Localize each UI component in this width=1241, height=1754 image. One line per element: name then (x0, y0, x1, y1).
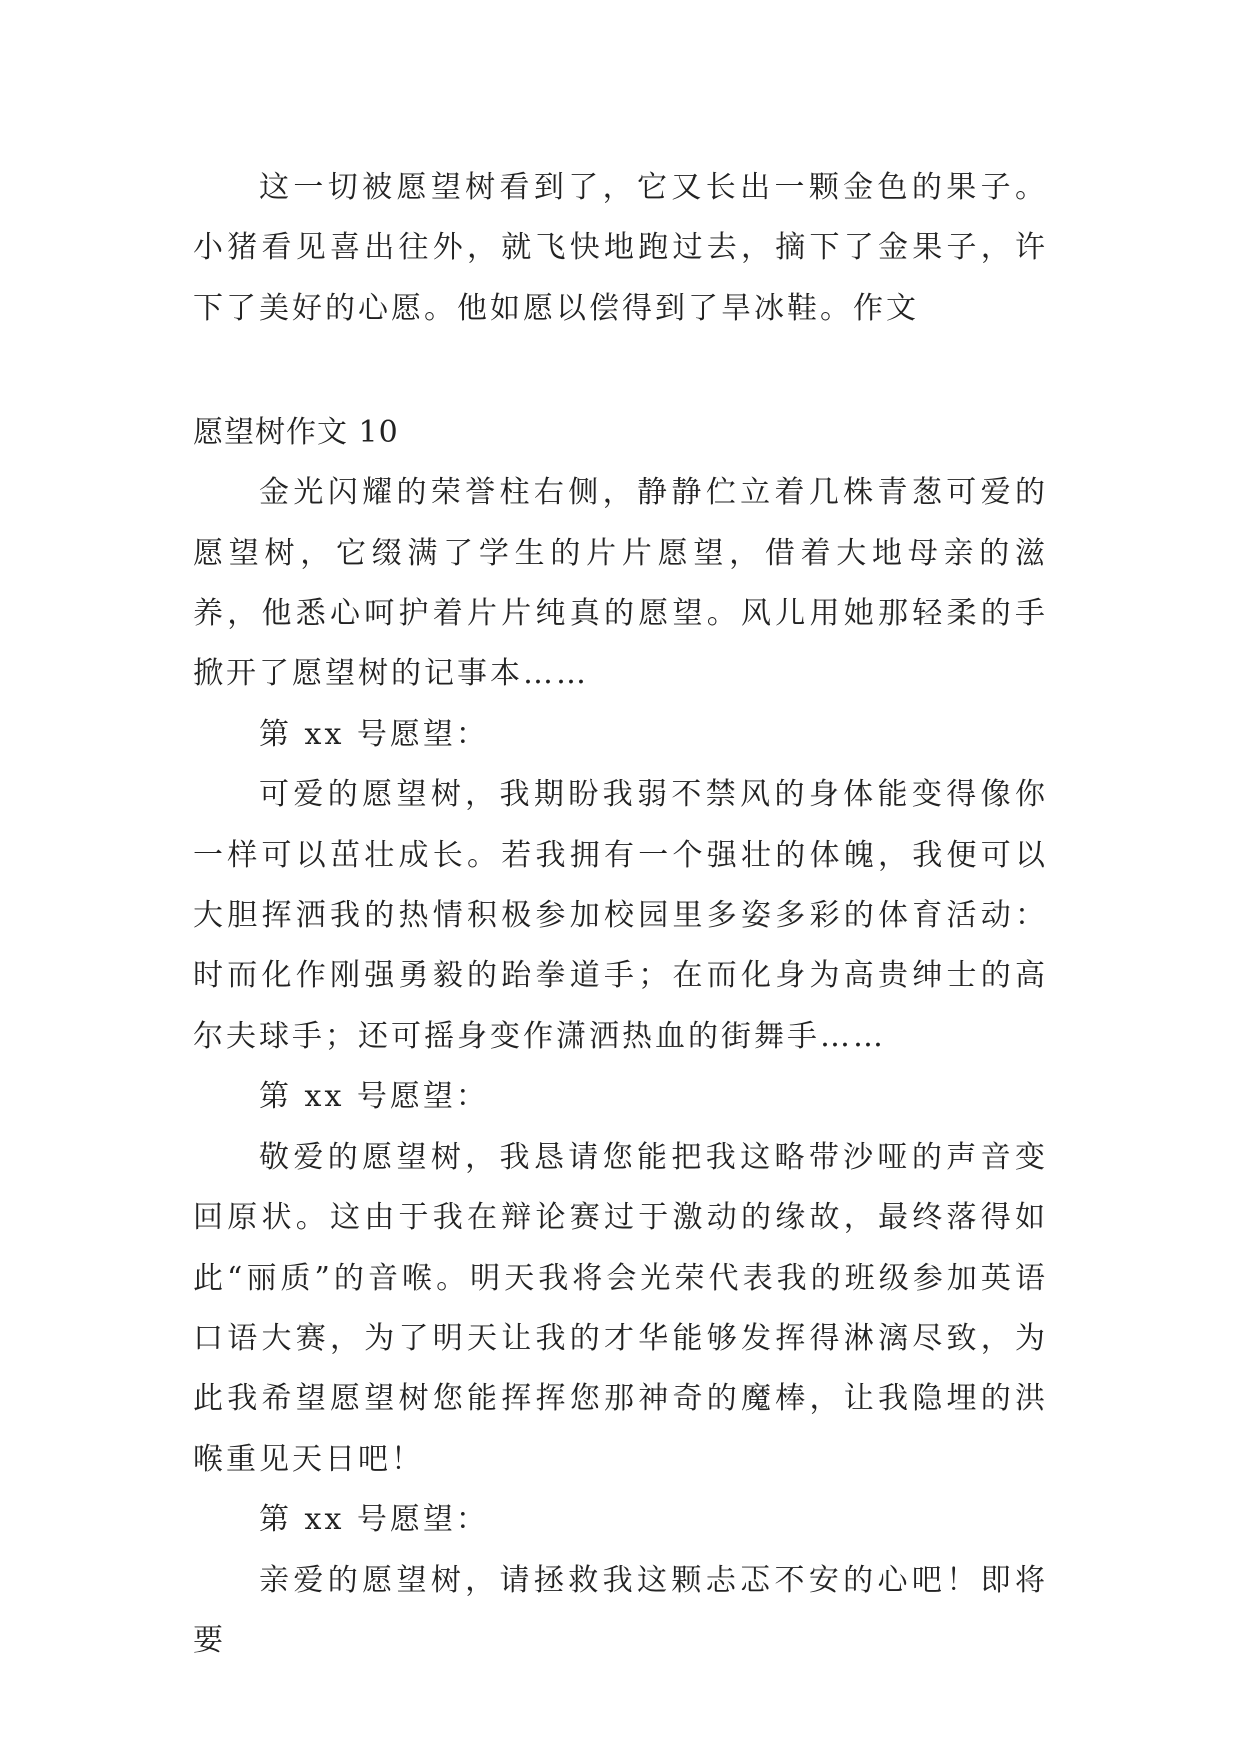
wish-heading: 第 xx 号愿望： (259, 716, 489, 752)
wish-heading: 第 xx 号愿望： (259, 1079, 489, 1115)
document-page (193, 158, 1048, 1671)
intro-paragraph: 这一切被愿望树看到了，它又长出一颗金色的果子。小猪看见喜出往外，就飞快地跑过去，摘下了金果子，许下了美好的心愿。他如愿以偿得到了旱冰鞋。作文 (193, 170, 1048, 326)
wish-heading: 第 xx 号愿望： (259, 1502, 489, 1538)
body-paragraph: 敬爱的愿望树，我恳请您能把我这略带沙哑的声音变回原状。这由于我在辩论赛过于激动的缘故，最终落得如此“丽质”的音喉。明天我将会光荣代表我的班级参加英语口语大赛，为了明天让我的才华能够发挥得淋漓尽致，为此我希望愿望树您能挥挥您那神奇的魔棒，让我隐埋的洪喉重见天日吧！ (193, 1139, 1048, 1477)
body-paragraph: 可爱的愿望树，我期盼我弱不禁风的身体能变得像你一样可以茁壮成长。若我拥有一个强壮的体魄，我便可以大胆挥洒我的热情积极参加校园里多姿多彩的体育活动：时而化作刚强勇毅的跆拳道手；在而化身为高贵绅士的高尔夫球手；还可摇身变作潇洒热血的街舞手…… (193, 777, 1048, 1054)
section-title: 愿望树作文 10 (193, 415, 399, 451)
body-paragraph: 金光闪耀的荣誉柱右侧，静静伫立着几株青葱可爱的愿望树，它缀满了学生的片片愿望，借着大地母亲的滋养，他悉心呵护着片片纯真的愿望。风儿用她那轻柔的手掀开了愿望树的记事本…… (193, 475, 1048, 692)
body-paragraph: 亲爱的愿望树，请拯救我这颗忐忑不安的心吧！即将要 (193, 1562, 1048, 1658)
